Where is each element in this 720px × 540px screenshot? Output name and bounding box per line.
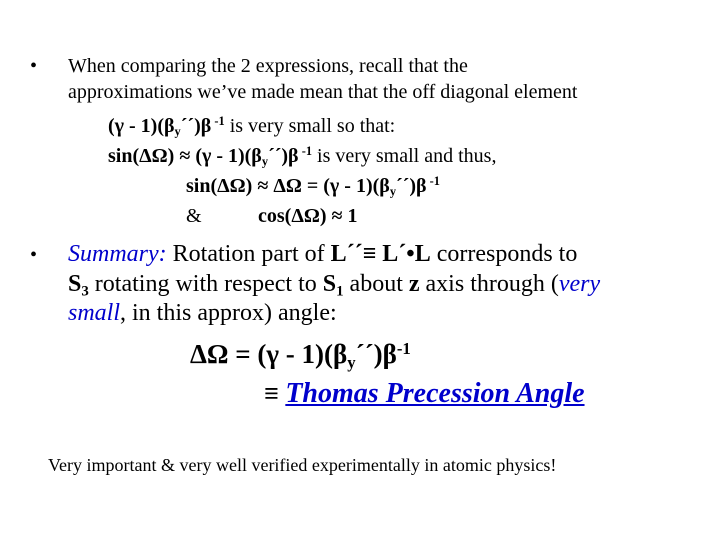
equation-cos-approx — [186, 204, 358, 228]
equation-small-angle: $\sin(\Delta\Omega) \approx \Delta\Omega = (\gamma - 1)(\beta_y´´)\beta$ $^{-1}$ — [186, 174, 440, 199]
summary-line2: $S_3$ rotating with respect to $S_1$ about z axis through (very — [68, 271, 601, 300]
cos-expression: cos(ΔΩ) ≈ 1 — [258, 205, 358, 227]
footer-note: Very important & very well verified experimentally in atomic physics! — [48, 455, 557, 475]
bullet1-line2: approximations we’ve made mean that the off diagonal element — [68, 81, 578, 103]
equation-offdiag: $(\gamma - 1)(\beta_y´´)\beta$ $^{-1}$ is very small so that: — [108, 114, 396, 139]
ampersand: & — [186, 205, 202, 227]
bullet-marker: • — [30, 55, 38, 77]
summary-line1: Summary: Rotation part of L´´≡ L´•L corresponds to — [68, 241, 578, 267]
bullet1-line1: When comparing the 2 expressions, recall that the — [68, 55, 468, 77]
thomas-precession-definition — [264, 378, 585, 410]
thomas-precession-label: Thomas Precession Angle — [285, 378, 585, 409]
summary-line3: small, in this approx) angle: — [68, 300, 337, 326]
equation-sin-approx: $\sin(\Delta\Omega) \approx (\gamma - 1)(\beta_y´´)\beta$ $^{-1}$ is very small and thus, — [108, 144, 497, 169]
equiv-symbol: ≡ — [264, 379, 286, 408]
thomas-angle-equation: $\Delta\Omega = (\gamma - 1)(\beta_y´´)\beta^{-1}$ — [190, 338, 411, 373]
bullet-marker: • — [30, 244, 38, 266]
summary-label: Summary: — [68, 241, 167, 267]
